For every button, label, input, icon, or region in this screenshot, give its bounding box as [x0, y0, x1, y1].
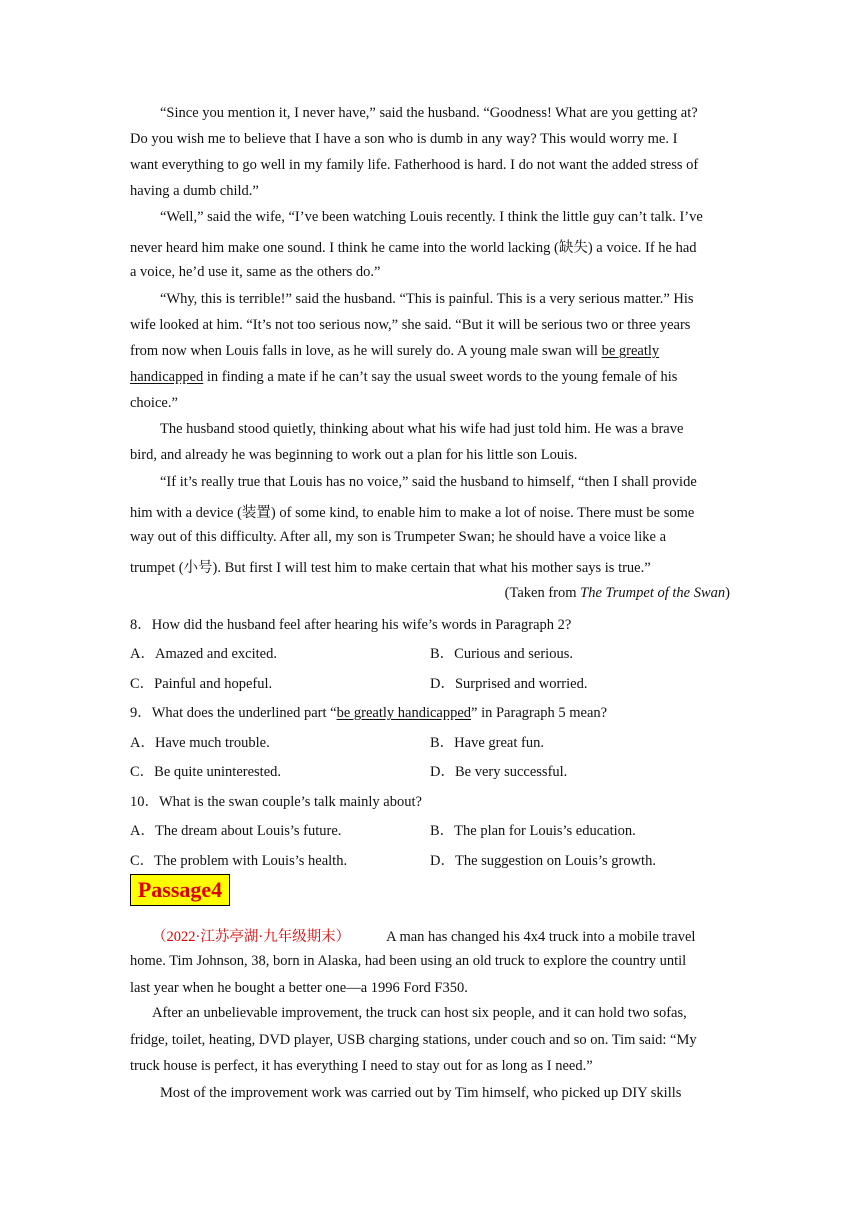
text-span: in finding a mate if he can’t say the usual sweet words to the young female of his [203, 369, 678, 385]
option-c: C．The problem with Louis’s health. [130, 853, 348, 869]
option-b: B．The plan for Louis’s education. [430, 823, 636, 839]
text-line: After an unbelievable improvement, the truck can host six people, and it can hold two sofas, [152, 1005, 687, 1021]
question-stem [130, 701, 607, 722]
text-line: trumpet (小号). But first I will test him to make certain that what his mother says is true.” [130, 560, 651, 576]
option-a: A．The dream about Louis’s future. [130, 823, 342, 839]
text-span: A man has changed his 4x4 truck into a mobile travel [386, 929, 696, 945]
text-line: him with a device (装置) of some kind, to enable him to make a lot of noise. There must be some [130, 505, 695, 521]
text-line [130, 369, 677, 386]
option-c: C．Be quite uninterested. [130, 764, 282, 780]
text-line [130, 343, 659, 360]
question-stem: 10．What is the swan couple’s talk mainly about? [130, 794, 422, 810]
text-line: “Why, this is terrible!” said the husband. “This is painful. This is a very serious matter.” His [160, 291, 694, 307]
text-line: choice.” [130, 395, 178, 411]
text-line: want everything to go well in my family life. Fatherhood is hard. I do not want the added stress of [130, 157, 699, 173]
text-line [152, 925, 695, 946]
underlined-phrase: be greatly [601, 343, 660, 359]
text-line: The husband stood quietly, thinking about what his wife had just told him. He was a brave [160, 421, 684, 437]
text-line: way out of this difficulty. After all, my son is Trumpeter Swan; he should have a voice like a [130, 529, 667, 545]
text-line: a voice, he’d use it, same as the others do.” [130, 264, 381, 280]
source-citation [505, 585, 730, 602]
text-line: having a dumb child.” [130, 183, 259, 199]
text-line: last year when he bought a better one—a 1996 Ford F350. [130, 980, 468, 996]
text-line: bird, and already he was beginning to work out a plan for his little son Louis. [130, 447, 578, 463]
exam-source: （2022·江苏亭湖·九年级期末） [152, 929, 351, 945]
option-d: D．Be very successful. [430, 764, 568, 780]
passage-heading-box [130, 874, 230, 906]
text-span: ) [725, 585, 730, 601]
question-stem: 8．How did the husband feel after hearing his wife’s words in Paragraph 2? [130, 617, 572, 633]
book-title: The Trumpet of the Swan [580, 585, 726, 601]
text-line: fridge, toilet, heating, DVD player, USB charging stations, under couch and so on. Tim said: “My [130, 1032, 697, 1048]
text-line: home. Tim Johnson, 38, born in Alaska, had been using an old truck to explore the country until [130, 953, 687, 969]
text-span: 9．What does the underlined part “ [130, 705, 337, 721]
text-line: Most of the improvement work was carried out by Tim himself, who picked up DIY skills [160, 1085, 682, 1101]
text-span: from now when Louis falls in love, as he will surely do. A young male swan will [130, 343, 602, 359]
option-d: D．The suggestion on Louis’s growth. [430, 853, 656, 869]
option-a: A．Have much trouble. [130, 735, 270, 751]
underlined-phrase: be greatly handicapped [336, 705, 472, 721]
text-line: truck house is perfect, it has everything I need to stay out for as long as I need.” [130, 1058, 593, 1074]
text-line: never heard him make one sound. I think he came into the world lacking (缺失) a voice. If he had [130, 240, 697, 256]
option-c: C．Painful and hopeful. [130, 676, 273, 692]
text-line: wife looked at him. “It’s not too serious now,” she said. “But it will be serious two or three years [130, 317, 691, 333]
text-span: ” in Paragraph 5 mean? [471, 705, 608, 721]
text-line: Do you wish me to believe that I have a son who is dumb in any way? This would worry me. I [130, 131, 678, 147]
option-d: D．Surprised and worried. [430, 676, 588, 692]
option-b: B．Curious and serious. [430, 646, 573, 662]
option-b: B．Have great fun. [430, 735, 544, 751]
text-line: “If it’s really true that Louis has no voice,” said the husband to himself, “then I shall provide [160, 474, 697, 490]
passage-title: Passage4 [137, 877, 223, 902]
underlined-phrase: handicapped [130, 369, 204, 385]
text-line: “Since you mention it, I never have,” said the husband. “Goodness! What are you getting at? [160, 105, 698, 121]
option-a: A．Amazed and excited. [130, 646, 277, 662]
text-line: “Well,” said the wife, “I’ve been watching Louis recently. I think the little guy can’t talk. I’ve [160, 209, 703, 225]
text-span: (Taken from [504, 585, 581, 601]
